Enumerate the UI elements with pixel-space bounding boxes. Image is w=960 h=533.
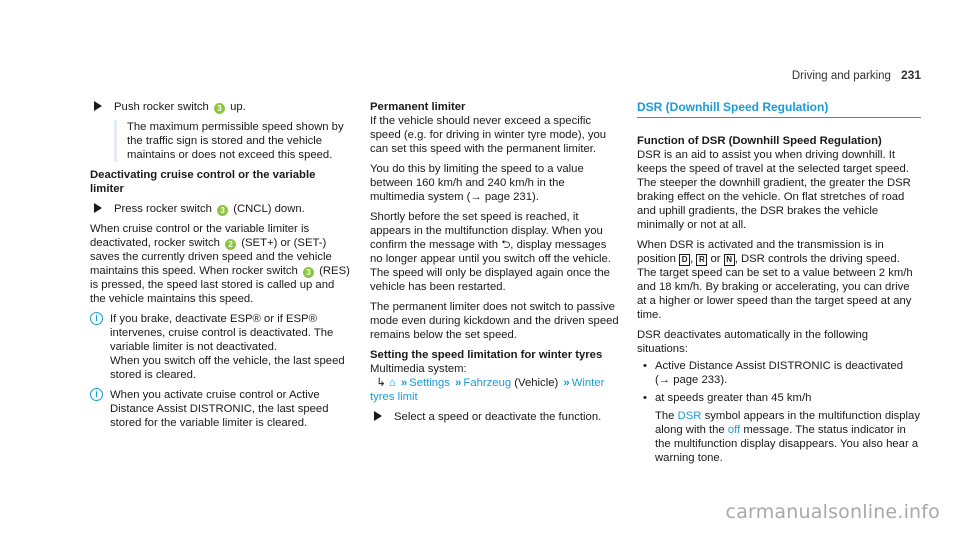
bullet-text: at speeds greater than 45 km/h — [655, 392, 812, 404]
para-text: When cruise control or the variable limiter is deactivated, rocker switch — [90, 223, 310, 249]
paragraph — [370, 210, 620, 294]
step-arrow-icon — [94, 203, 102, 213]
para-text: (RES) is pressed, the speed last stored is called up and the vehicle maintains this speed. — [90, 265, 350, 305]
menu-winter-tyres-limit[interactable]: Winter tyres limit — [370, 377, 605, 403]
info-icon: i — [90, 312, 103, 325]
step-text: Push — [114, 101, 143, 113]
callout-3-icon: 3 — [217, 205, 228, 216]
paragraph: You do this by limiting the speed to a value between 160 km/h and 240 km/h in the multimedia system (→ page 231). — [370, 163, 584, 203]
para-text: or — [707, 253, 724, 265]
step-result — [114, 120, 352, 162]
bullet-icon: • — [643, 392, 647, 404]
bullet-text: symbol appears in the multifunction display along with the — [655, 410, 920, 436]
menu-note: (Vehicle) — [511, 377, 559, 389]
paragraph: The permanent limiter does not switch to passive mode even during kickdown and the driven speed remains below the set speed. — [370, 301, 619, 341]
bullet-detail — [655, 409, 921, 465]
bullet-text: The — [655, 410, 678, 422]
paragraph: If the vehicle should never exceed a specific speed (e.g. for driving in winter tyre mode), you can set this speed with the permanent limiter. — [370, 115, 607, 155]
off-message: off — [727, 424, 741, 436]
watermark: carmanualsonline.info — [725, 501, 940, 523]
para-text: (SET+) or (SET-) saves the currently driven speed and the vehicle maintains this speed. When rocker switch — [90, 237, 332, 277]
bullet-icon: • — [643, 360, 647, 372]
callout-3-icon: 3 — [303, 267, 314, 278]
callout-2-icon: 2 — [225, 239, 236, 250]
column-left — [90, 100, 352, 436]
home-icon[interactable]: ⌂ — [388, 377, 396, 389]
menu-vehicle[interactable]: Fahrzeug — [463, 377, 512, 389]
step-push-rocker — [90, 100, 352, 114]
menu-intro: Multimedia system: — [370, 363, 467, 375]
bullet-item — [637, 359, 921, 387]
step-text: Select a speed or deactivate the function. — [394, 411, 602, 423]
menu-path — [370, 376, 620, 404]
para-text: When DSR is activated and the transmission is in position — [637, 239, 884, 265]
note-text: If you brake, deactivate ESP® or if ESP® intervenes, cruise control is deactivated. The variable limiter is not deactivated. — [110, 313, 334, 353]
gear-n-icon: N — [724, 254, 735, 266]
menu-settings[interactable]: Settings — [409, 377, 450, 389]
column-middle — [370, 100, 620, 430]
paragraph-transmission — [637, 238, 921, 322]
step-result-text: The maximum permissible speed shown by the traffic sign is stored and the vehicle maintains or does not exceed this speed. — [127, 121, 344, 161]
step-text: rocker switch — [142, 101, 209, 113]
callout-3-icon: 3 — [214, 103, 225, 114]
section-title: DSR (Downhill Speed Regulation) — [637, 100, 921, 118]
note-text: When you activate cruise control or Active Distance Assist DISTRONIC, the last speed stored for the variable limiter is cleared. — [110, 389, 329, 429]
heading-winter-tyres: Setting the speed limitation for winter tyres — [370, 349, 603, 361]
heading-dsr-function: Function of DSR (Downhill Speed Regulation) — [637, 135, 882, 147]
step-press-rocker — [90, 202, 352, 216]
para-text: , display messages no longer appear until you switch off the vehicle. The speed will only be displayed again once the vehicle has been restarted. — [370, 239, 611, 293]
note-text: When you switch off the vehicle, the last speed stored is cleared. — [110, 355, 345, 381]
bullet-text: Active Distance Assist DISTRONIC is deactivated (→ page 233). — [655, 360, 903, 386]
bullet-text: message. The status indicator in the multifunction display disappears. You also hear a warning tone. — [655, 424, 919, 464]
paragraph: DSR is an aid to assist you when driving downhill. It keeps the speed of travel at the selected target speed. The steeper the downhill gradient, the greater the DSR braking effect on the vehicle. On flat stretches of road and uphill gradients, the DSR brakes the vehicle minimally or not at all. — [637, 149, 911, 231]
heading-deactivate: Deactivating cruise control or the variable limiter — [90, 169, 316, 195]
step-text: Press rocker switch — [114, 203, 216, 215]
chevron-icon: » — [563, 377, 570, 389]
para-text: , — [690, 253, 697, 265]
gear-d-icon: D — [679, 254, 690, 266]
step-select-speed — [370, 410, 620, 424]
chevron-icon: » — [455, 377, 462, 389]
step-text: up. — [226, 101, 246, 113]
para-text: Shortly before the set speed is reached, it appears in the multifunction display. When you confirm the message with — [370, 211, 603, 251]
bullet-item — [637, 391, 921, 465]
chevron-icon: » — [400, 377, 408, 389]
paragraph-rocker-switch — [90, 222, 352, 306]
info-icon: i — [90, 388, 103, 401]
step-text: (CNCL) down. — [230, 203, 305, 215]
paragraph: DSR deactivates automatically in the following situations: — [637, 329, 869, 355]
menu-arrow-icon: ↳ — [376, 377, 386, 389]
step-arrow-icon — [374, 411, 382, 421]
note-activate — [90, 388, 352, 430]
gear-r-icon: R — [696, 254, 707, 266]
dsr-symbol: DSR — [677, 410, 702, 422]
step-arrow-icon — [94, 101, 102, 111]
column-right — [637, 100, 921, 469]
back-icon: ⮌ — [501, 239, 511, 251]
page-number: 231 — [900, 68, 921, 82]
para-text: , DSR controls the driving speed. The target speed can be set to a value between 2 km/h and 18 km/h. By braking or accelerating, you can drive at a higher or lower speed than the target speed at any time. — [637, 253, 913, 321]
heading-permanent-limiter: Permanent limiter — [370, 101, 466, 113]
chapter-title: Driving and parking — [791, 70, 891, 82]
page-header — [792, 68, 921, 82]
note-brake — [90, 312, 352, 382]
